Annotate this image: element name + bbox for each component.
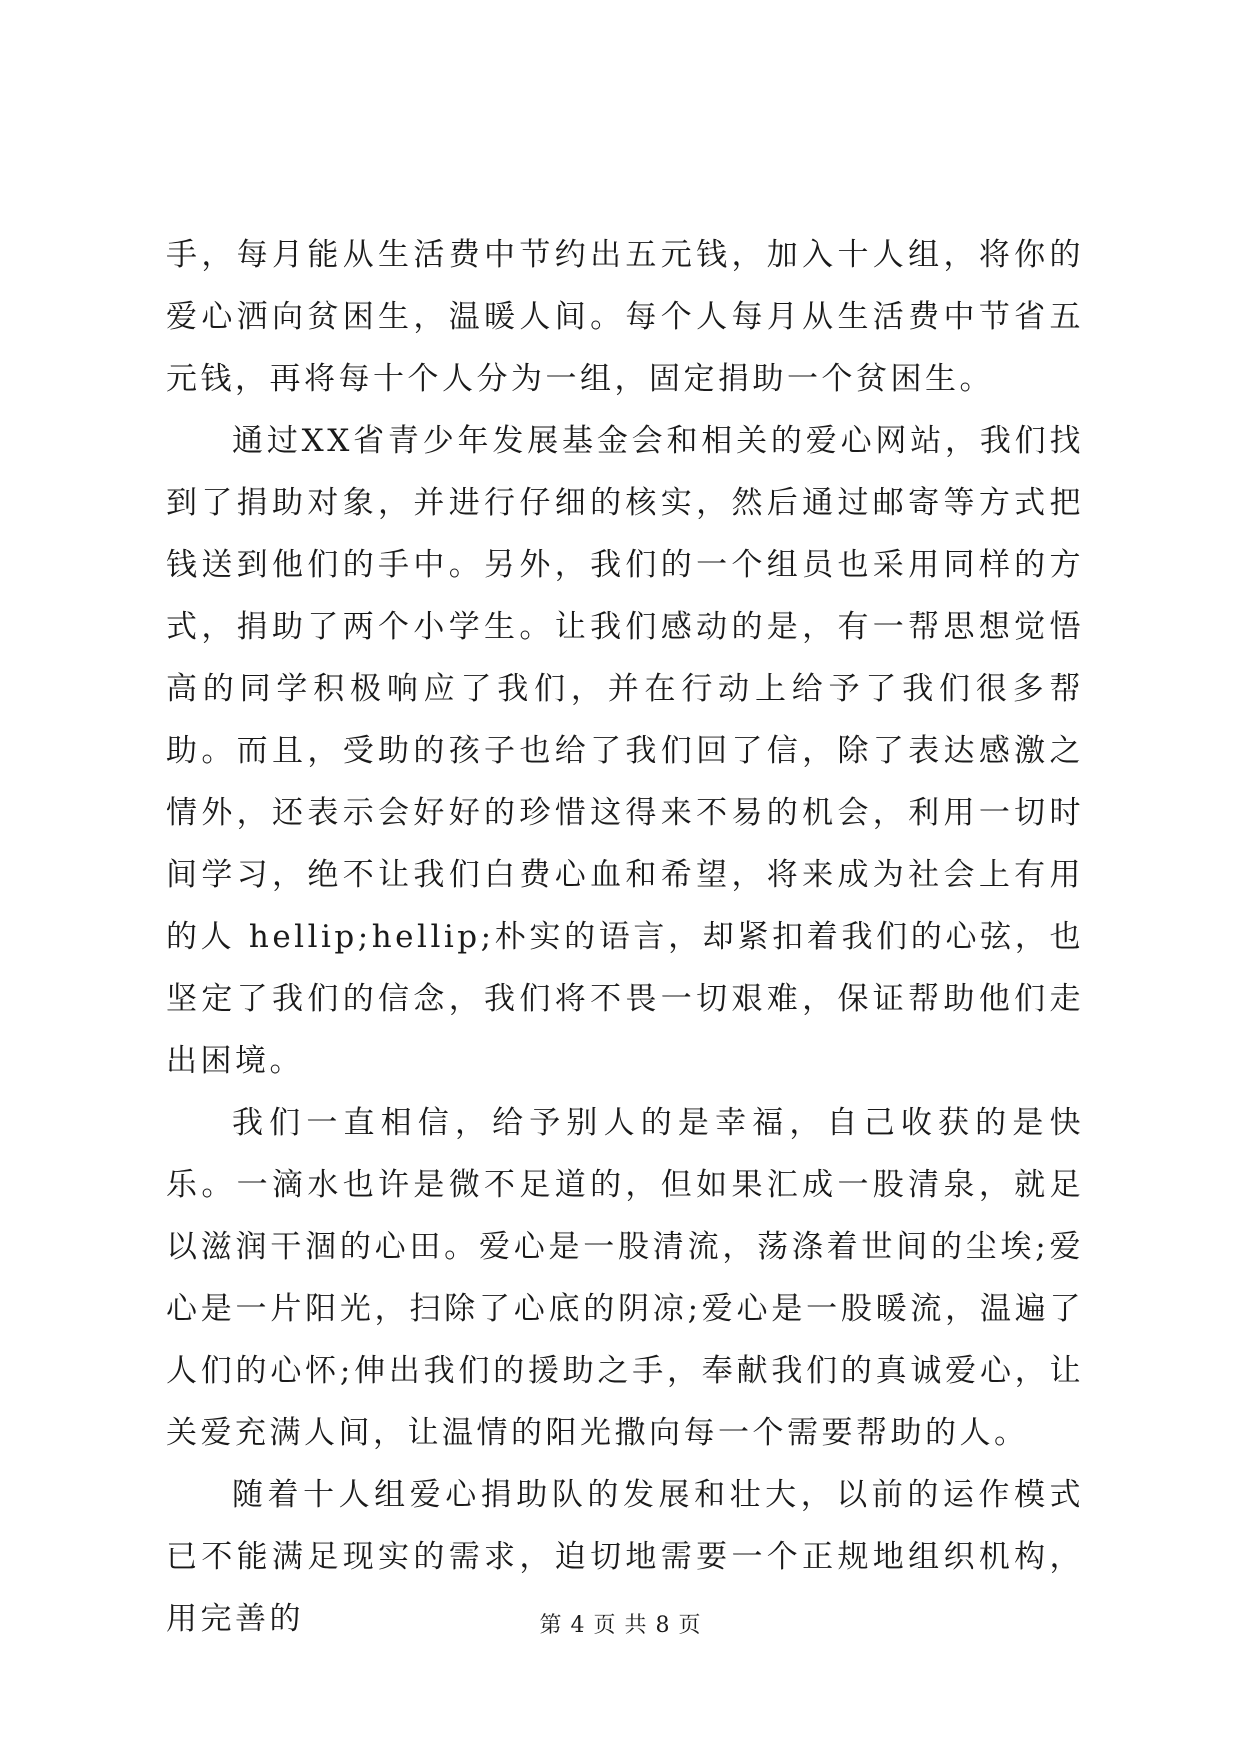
- paragraph-4: 随着十人组爱心捐助队的发展和壮大，以前的运作模式已不能满足现实的需求，迫切地需要一个正规地组织机构，用完善的: [166, 1477, 1084, 1637]
- paragraph-1: 手，每月能从生活费中节约出五元钱，加入十人组，将你的爱心洒向贫困生，温暖人间。每个人每月从生活费中节省五元钱，再将每十个人分为一组，固定捐助一个贫困生。: [166, 237, 1084, 397]
- paragraph-3: 我们一直相信，给予别人的是幸福，自己收获的是快乐。一滴水也许是微不足道的，但如果汇成一股清泉，就足以滋润干涸的心田。爱心是一股清流，荡涤着世间的尘埃;爱心是一片阳光，扫除了心底的阴凉;爱心是一股暖流，温遍了人们的心怀;伸出我们的援助之手，奉献我们的真诚爱心，让关爱充满人间，让温情的阳光撒向每一个需要帮助的人。: [166, 1105, 1084, 1451]
- document-body: [166, 224, 1084, 1650]
- page-number-footer: 第 4 页 共 8 页: [539, 1613, 702, 1638]
- paragraph-2: 通过XX省青少年发展基金会和相关的爱心网站，我们找到了捐助对象，并进行仔细的核实，然后通过邮寄等方式把钱送到他们的手中。另外，我们的一个组员也采用同样的方式，捐助了两个小学生。让我们感动的是，有一帮思想觉悟高的同学积极响应了我们，并在行动上给予了我们很多帮助。而且，受助的孩子也给了我们回了信，除了表达感激之情外，还表示会好好的珍惜这得来不易的机会，利用一切时间学习，绝不让我们白费心血和希望，将来成为社会上有用的人 hellip;hellip;朴实的语言，却紧扣着我们的心弦，也坚定了我们的信念，我们将不畏一切艰难，保证帮助他们走出困境。: [166, 423, 1084, 1079]
